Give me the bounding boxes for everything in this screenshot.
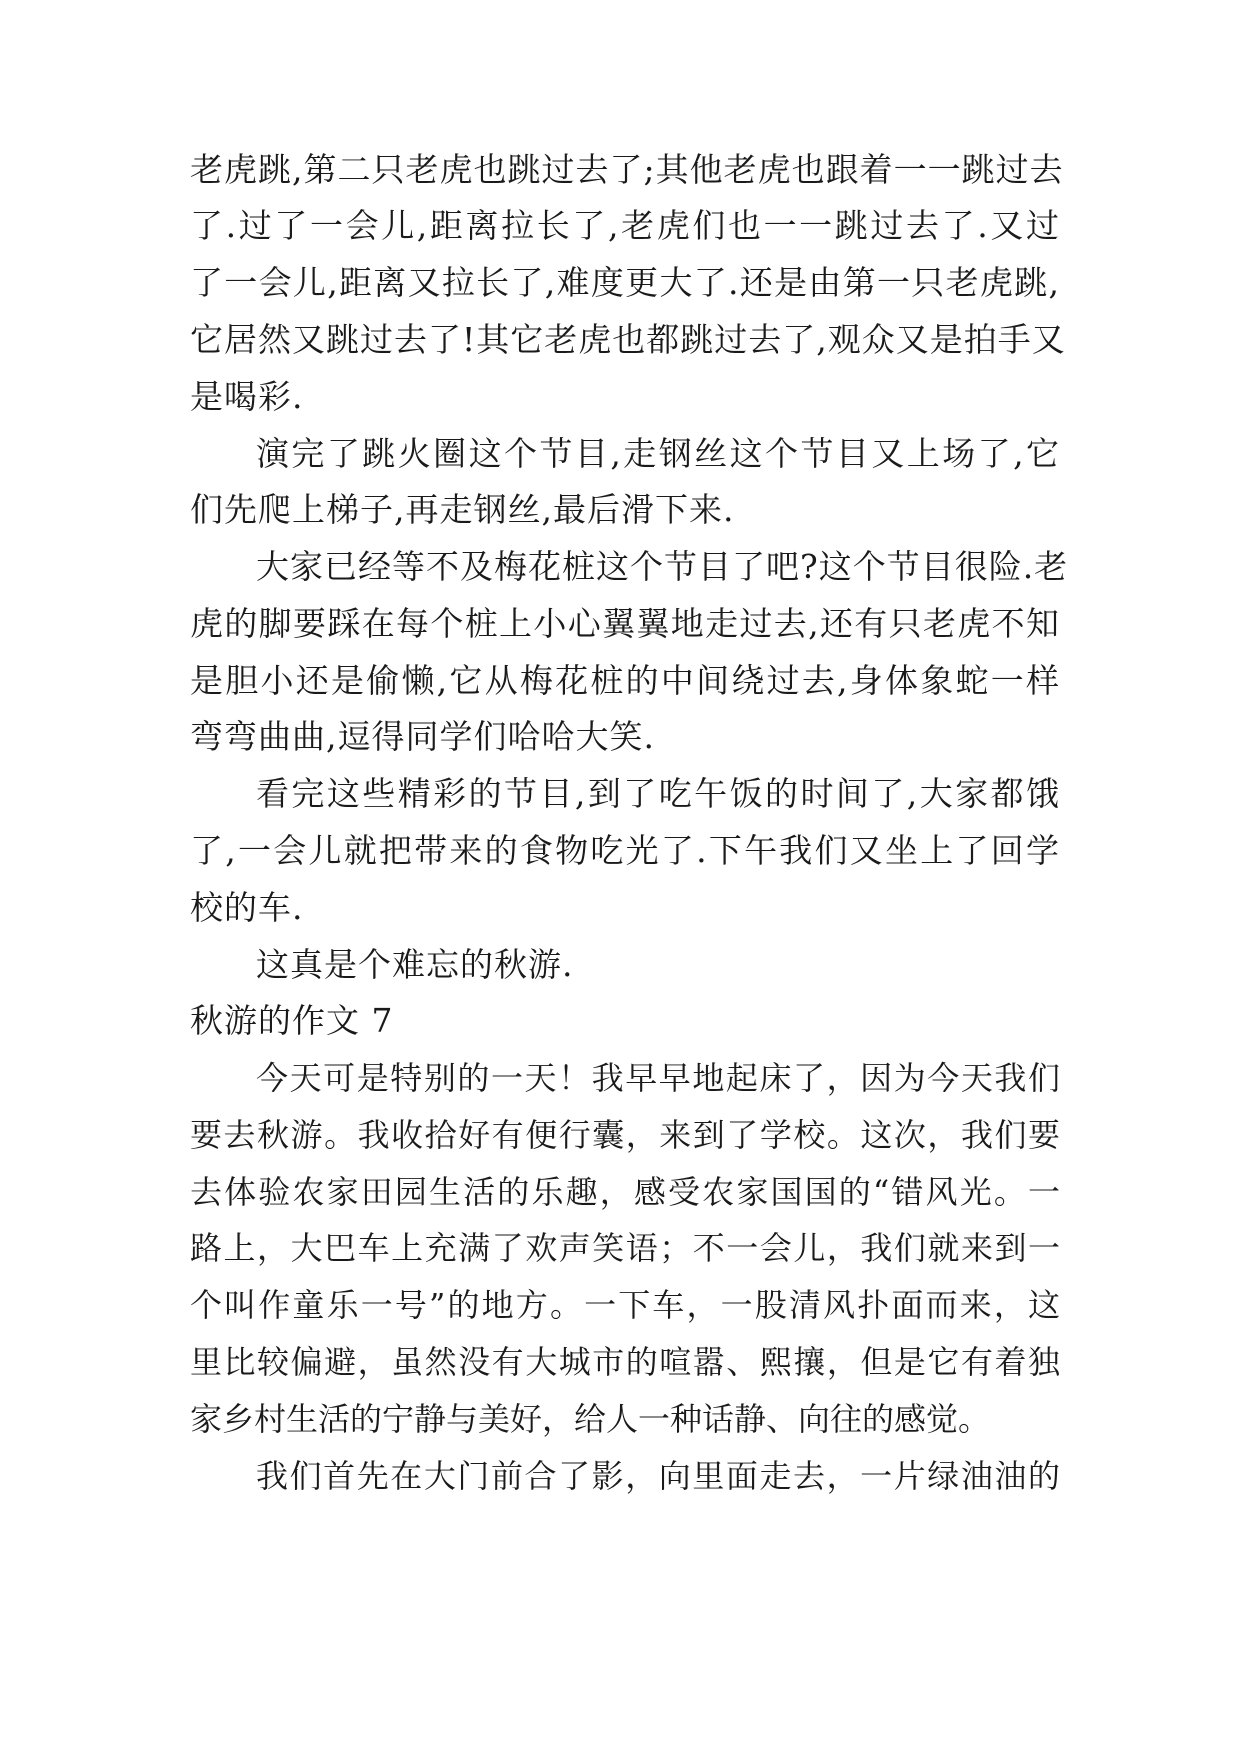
text-line: 里比较偏避，虽然没有大城市的喧嚣、熙攘，但是它有着独 bbox=[190, 1343, 1060, 1381]
text-line: 是喝彩. bbox=[190, 377, 304, 416]
text-line: 了,一会儿就把带来的食物吃光了.下午我们又坐上了回学 bbox=[190, 831, 1060, 870]
text-line: 弯弯曲曲,逗得同学们哈哈大笑. bbox=[190, 717, 655, 756]
paragraph-first-line: 演完了跳火圈这个节目,走钢丝这个节目又上场了,它 bbox=[256, 434, 1060, 473]
text-line: 它居然又跳过去了!其它老虎也都跳过去了,观众又是拍手又 bbox=[190, 320, 1066, 359]
text-line: 要去秋游。我收拾好有便行囊，来到了学校。这次，我们要 bbox=[190, 1116, 1060, 1154]
paragraph-first-line: 今天可是特别的一天！我早早地起床了，因为今天我们 bbox=[256, 1059, 1060, 1097]
text-line: 是胆小还是偷懒,它从梅花桩的中间绕过去,身体象蛇一样 bbox=[190, 661, 1060, 700]
text-line: 去体验农家田园生活的乐趣，感受农家国国的“错风光。一 bbox=[190, 1173, 1060, 1211]
paragraph-first-line: 我们首先在大门前合了影，向里面走去，一片绿油油的 bbox=[256, 1457, 1060, 1495]
text-line: 路上，大巴车上充满了欢声笑语；不一会儿，我们就来到一 bbox=[190, 1229, 1060, 1267]
text-line: 了.过了一会儿,距离拉长了,老虎们也一一跳过去了.又过 bbox=[190, 206, 1060, 245]
paragraph-first-line: 大家已经等不及梅花桩这个节目了吧?这个节目很险.老 bbox=[256, 547, 1069, 586]
text-line: 个叫作童乐一号”的地方。一下车，一股清风扑面而来，这 bbox=[190, 1286, 1060, 1324]
paragraph-first-line: 这真是个难忘的秋游. bbox=[256, 945, 574, 984]
text-line: 了一会儿,距离又拉长了,难度更大了.还是由第一只老虎跳, bbox=[190, 263, 1060, 302]
text-line: 校的车. bbox=[190, 888, 304, 927]
text-line: 们先爬上梯子,再走钢丝,最后滑下来. bbox=[190, 490, 735, 529]
paragraph-first-line: 看完这些精彩的节目,到了吃午饭的时间了,大家都饿 bbox=[256, 774, 1060, 813]
text-line: 虎的脚要踩在每个桩上小心翼翼地走过去,还有只老虎不知 bbox=[190, 604, 1060, 643]
text-line: 老虎跳,第二只老虎也跳过去了;其他老虎也跟着一一跳过去 bbox=[190, 150, 1064, 189]
section-heading: 秋游的作文 7 bbox=[190, 1001, 394, 1040]
text-line: 家乡村生活的宁静与美好，给人一种话静、向往的感觉。 bbox=[190, 1400, 991, 1438]
